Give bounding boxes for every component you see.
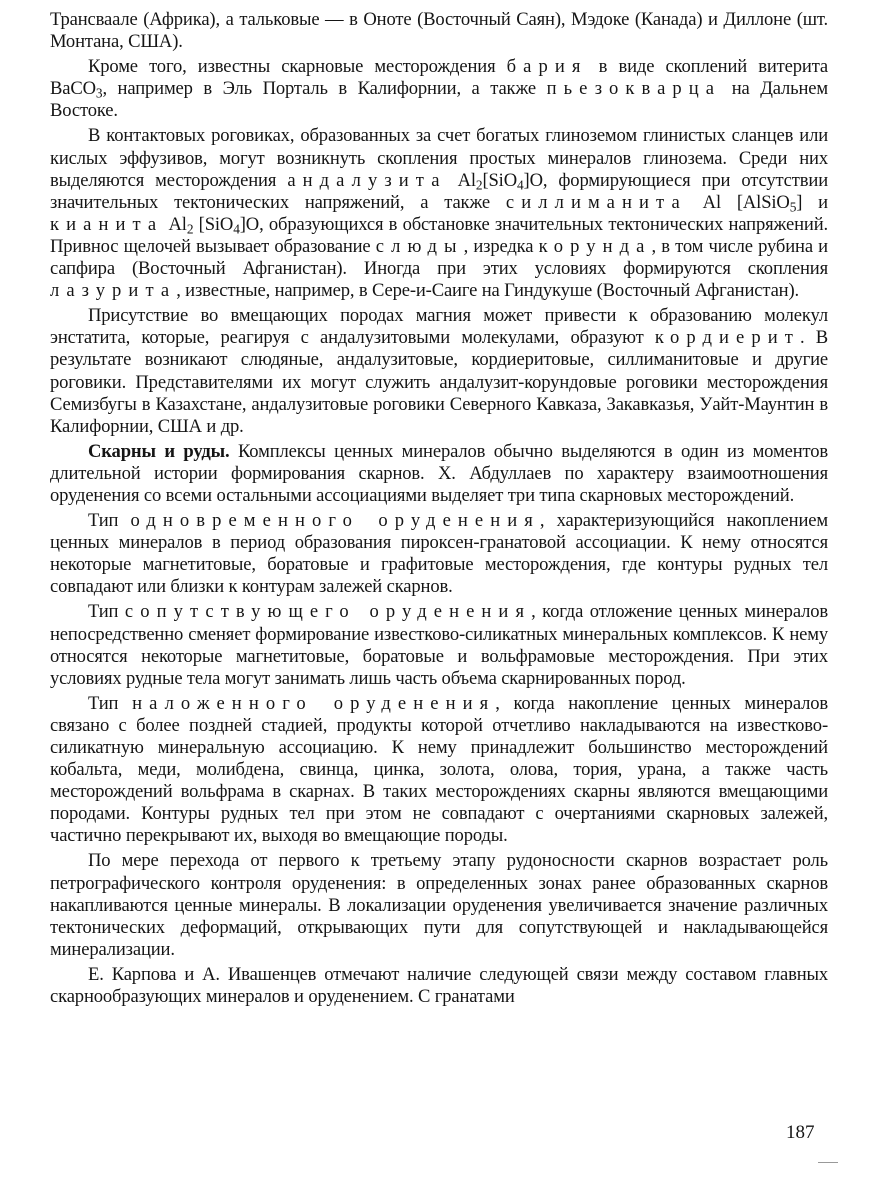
text-run: , когда отложение ценных минералов непосредственно сменяет формирование известково-силикатных минеральных комплексов. К нему относятся некоторые магнетитовые, боратовые и вольфрамовые месторождения. При этих условиях рудные тела могут занимать лишь часть объема скарнированных пород. bbox=[50, 601, 828, 689]
subscript: 2 bbox=[475, 177, 483, 192]
formula-part: [SiO bbox=[482, 169, 517, 191]
spaced-term-barium: бария bbox=[506, 56, 588, 78]
page-number: 187 bbox=[786, 1122, 815, 1143]
text-run: Комплексы ценных минералов обычно выделяются в один из моментов длительной истории формирования скарнов. Х. Абдуллаев по характеру взаимоотношения оруденения со всеми остальными ассоциациями выделяет три типа скарновых месторождений. bbox=[50, 440, 828, 506]
text-run: В контактовых роговиках, образованных за счет богатых глиноземом глинистых сланцев или кислых эффузивов, могут возникнуть скопления простых минералов глинозема. Среди них выделяются месторождения bbox=[50, 125, 828, 191]
text-run: Присутствие во вмещающих породах магния может привести к образованию молекул энстатита, которые, реагируя с андалузитовыми молекулами, образуют bbox=[50, 305, 828, 349]
spaced-term-piezoquartz: пьезокварца bbox=[546, 78, 722, 100]
paragraph-barium-quartz bbox=[50, 56, 828, 122]
subscript: 2 bbox=[186, 221, 194, 237]
spaced-term-accompanying: сопутствующего оруденения bbox=[124, 601, 532, 623]
paragraph-magnesium bbox=[50, 305, 828, 438]
subscript: 4 bbox=[233, 221, 240, 237]
spaced-term-kyanite: кианита bbox=[50, 213, 164, 235]
subscript: 3 bbox=[95, 85, 103, 101]
paragraph-continuation: Трансваале (Африка), а тальковые — в Оноте (Восточный Саян), Мэдоке (Канада) и Диллоне (шт. Монтана, США). bbox=[50, 9, 828, 53]
spaced-term-sillimanite: силлиманита bbox=[505, 191, 687, 213]
formula-part: ] и bbox=[796, 191, 828, 213]
spaced-term-corundum: корунда bbox=[538, 235, 652, 257]
paragraph-skarns-and-ores bbox=[50, 441, 828, 507]
formula-part: Al [AlSiO bbox=[686, 191, 790, 213]
text-run: в виде скоплений витерита BaCO bbox=[50, 56, 828, 100]
formula-part: Al bbox=[163, 213, 187, 235]
spaced-term-cordierite: кордиерит bbox=[654, 327, 800, 349]
text-run: , например в Эль Порталь в Калифорнии, а также bbox=[102, 78, 547, 100]
document-page bbox=[50, 9, 828, 1011]
paragraph-accompanying bbox=[50, 601, 828, 689]
footer-dash bbox=[818, 1162, 838, 1163]
text-run: , изредка bbox=[463, 235, 539, 257]
text-run: , когда накопление ценных минералов связано с более поздней стадией, продукты которой отчетливо накладываются на известково-силикатную минеральную ассоциацию. К нему принадлежит большинство месторождений кобальта, меди, молибдена, свинца, цинка, золота, олова, тория, урана, а также часть месторождений вольфрама в скарнах. В таких месторождениях скарны являются вмещающими породами. Контуры рудных тел при этом не совпадают с очертаниями скарновых залежей, частично перекрывают их, выходя во вмещающие породы. bbox=[50, 692, 828, 847]
text-run: Тип bbox=[88, 601, 125, 623]
text-run: . В результате возникают слюдяные, андалузитовые, кордиеритовые, силлиманитовые и другие роговики. Представителями их могут служить андалузит-корундовые роговики месторождения Семизбугы в Казахстане, андалузитовые роговики Северного Кавказа, Закавказья, Уайт-Маунтин в Калифорнии, США и др. bbox=[50, 327, 828, 437]
paragraph-karpova: Е. Карпова и А. Ивашенцев отмечают наличие следующей связи между составом главных скарнообразующих минералов и оруденением. С гранатами bbox=[50, 963, 828, 1008]
paragraph-superimposed bbox=[50, 693, 828, 848]
subscript: 4 bbox=[516, 177, 524, 192]
paragraph-hornfels bbox=[50, 125, 828, 302]
text-run: , характеризующийся накоплением ценных минералов в период образования пироксен-гранатовой ассоциации. К нему относятся некоторые магнетитовые, боратовые и графитовые месторождения, где контуры рудных тел совпадают или близки к контурам залежей скарнов. bbox=[50, 510, 828, 598]
section-heading: Скарны и руды. bbox=[88, 440, 230, 462]
spaced-term-superimposed: наложенного оруденения bbox=[132, 692, 496, 714]
formula-part: Al bbox=[446, 169, 476, 191]
text-run: , образующихся в обстановке значительных тектонических напряжений. Привнос щелочей вызывает образование bbox=[50, 213, 828, 257]
formula-part: [SiO bbox=[193, 213, 234, 235]
formula-part: ]O bbox=[239, 213, 260, 235]
spaced-term-andalusite: андалузита bbox=[287, 169, 447, 191]
text-run: на Дальнем Востоке. bbox=[50, 78, 828, 122]
paragraph-simultaneous bbox=[50, 510, 828, 598]
text-run: , формирующиеся при отсутствии значительных тектонических напряжений, а также bbox=[50, 169, 828, 213]
subscript: 5 bbox=[789, 199, 797, 215]
text-run: , в том числе рубина и сапфира (Восточный Афганистан). Иногда при этих условиях формируются скопления bbox=[50, 235, 828, 280]
paragraph-petrographic-control: По мере перехода от первого к третьему этапу рудоносности скарнов возрастает роль петрографического контроля оруденения: в определенных зонах ранее образованных скарнов накапливаются ценные минералы. В локализации оруденения увеличивается значение различных тектонических деформаций, открывающих пути для сопутствующей и накладывающейся минерализации. bbox=[50, 850, 828, 960]
text-run: , известные, например, в Сере-и-Саиге на Гиндукуше (Восточный Афганистан). bbox=[176, 280, 800, 302]
text-run: Тип bbox=[88, 692, 133, 714]
spaced-term-lazurite: лазурита bbox=[50, 280, 177, 302]
text-run: Тип bbox=[88, 510, 131, 532]
spaced-term-mica: слюды bbox=[375, 235, 464, 257]
spaced-term-simultaneous: одновременного оруденения bbox=[130, 510, 540, 532]
formula-part: ]O bbox=[523, 169, 543, 191]
text-run: Кроме того, известны скарновые месторождения bbox=[88, 56, 507, 78]
